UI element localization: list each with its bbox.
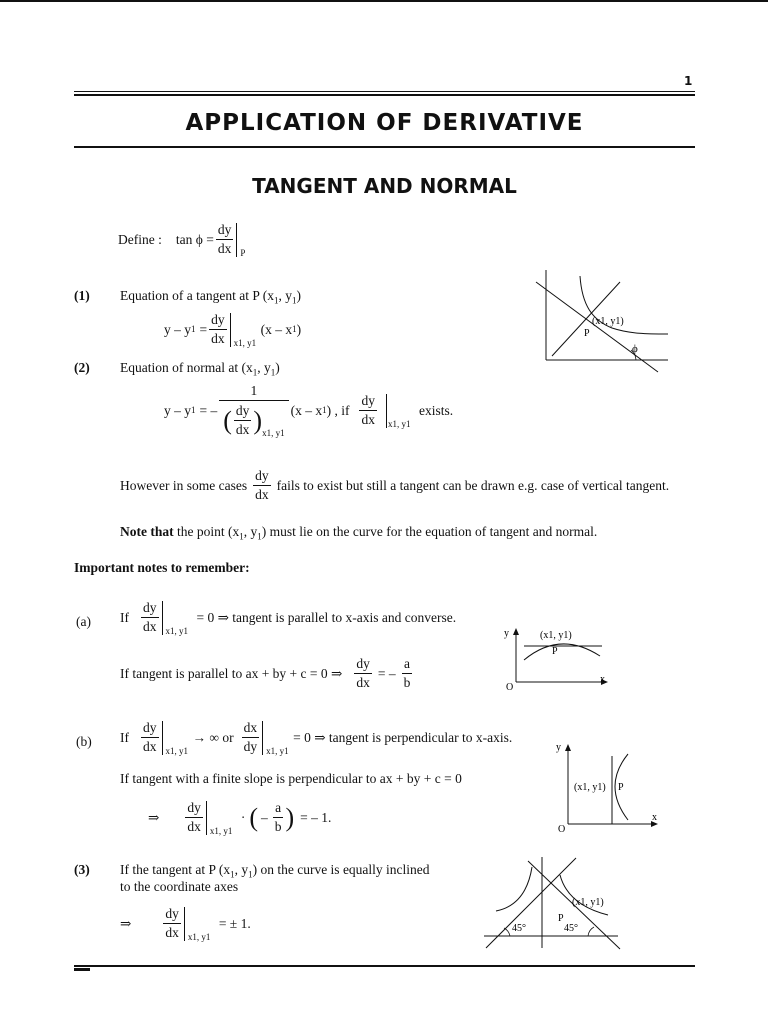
define-fraction [216, 222, 234, 257]
note-a-line1 [120, 600, 456, 635]
normal-cond-end: exists. [418, 402, 454, 418]
item1-text-sub: 1 [273, 295, 279, 306]
item3-label: (3) [74, 862, 90, 877]
item2-text-main: Equation of normal at (x [120, 360, 253, 375]
note-b-paren-left: ( [249, 802, 258, 832]
normal-eval-sub: x1, y1 [262, 427, 285, 438]
fig1-tangent-line [536, 282, 658, 372]
tangent-normal-diagram [530, 270, 670, 375]
note-a-line2-text: If tangent is parallel to ax + by + c = 0 ⇒ [120, 665, 343, 681]
note-mid: , y [243, 524, 258, 539]
item1-label: (1) [74, 288, 90, 303]
note-b-eval-sub3: x1, y1 [209, 825, 233, 836]
note-b-den: dx [143, 739, 157, 755]
item3-text1: If the tangent at P (x [120, 862, 231, 877]
normal-rhs-end: ) , if [326, 402, 350, 418]
tangent-eq: = [199, 321, 208, 337]
note-b-if: If [120, 729, 129, 745]
paren-left: ( [223, 405, 232, 435]
note-a-den3: b [403, 675, 411, 691]
fig1-point-label: (x1, y1) [592, 316, 624, 327]
note-a-num: dy [143, 600, 157, 615]
define-label: Define : [118, 231, 162, 247]
item1-text-mid: , y [278, 288, 292, 303]
note-bold: Note that [120, 524, 174, 539]
item2-text-sub: 1 [252, 367, 258, 378]
normal-cond-num: dy [361, 393, 375, 409]
item2-text [120, 360, 280, 378]
note-line [120, 524, 597, 542]
note-b-paren-right: ) [285, 802, 295, 832]
item2-text-sub2: 1 [270, 367, 276, 378]
note-b-result: = 0 ⇒ tangent is perpendicular to x-axis. [293, 729, 513, 745]
normal-inner-num: dy [235, 403, 250, 419]
tangent-num: dy [211, 312, 225, 327]
page-title: APPLICATION OF DERIVATIVE [185, 110, 584, 136]
note-a-if: If [120, 609, 129, 625]
fig2-point-label: (x1, y1) [540, 630, 572, 641]
item1-text-end: ) [296, 288, 301, 303]
note-post: ) must lie on the curve for the equation of tangent and normal. [261, 524, 598, 539]
note-a-line2 [120, 656, 414, 691]
note-b-eval-sub: x1, y1 [165, 745, 188, 756]
however-num: dy [255, 468, 269, 483]
note-pre: the point (x [177, 524, 240, 539]
note-b-implies: ⇒ [148, 809, 160, 825]
item3-line1 [120, 862, 430, 880]
tangent-equation [164, 312, 301, 347]
fig2-x-label: x [600, 674, 605, 685]
item3-line3 [120, 906, 251, 941]
define-den: dx [217, 241, 232, 257]
item3-eval-bar [184, 907, 219, 941]
normal-cond-fraction [359, 393, 377, 428]
fig4-point-label: (x1, y1) [572, 897, 604, 908]
note-b-line3 [148, 800, 331, 835]
page-number: 1 [684, 74, 693, 88]
normal-rhs-sub: 1 [322, 405, 327, 416]
item3-eval-sub: x1, y1 [187, 931, 211, 942]
fig4-p-label: P [558, 913, 564, 924]
note-b-eval-sub2: x1, y1 [266, 745, 289, 756]
note-b-num4: a [275, 800, 282, 815]
item3-end: = ± 1. [218, 915, 251, 931]
note-b-num3: dy [187, 800, 201, 815]
however-den: dx [255, 487, 269, 503]
normal-inner-fraction [234, 403, 252, 438]
tangent-rhs-sub: 1 [292, 324, 297, 335]
define-eval-sub: P [240, 247, 246, 258]
note-a-den2: dx [356, 675, 370, 691]
tangent-rhs: (x – x [260, 321, 293, 337]
item2-label: (2) [74, 360, 90, 375]
note-b-eval-bar2 [262, 721, 293, 755]
item2-text-end: ) [275, 360, 280, 375]
normal-cond-bracket [380, 394, 411, 429]
note-b-num: dy [143, 720, 157, 735]
normal-fraction [219, 383, 288, 439]
note-a-fraction [141, 600, 159, 635]
fig1-p-label: P [584, 328, 590, 339]
item1-text-sub2: 1 [291, 295, 297, 306]
normal-cond-den: dx [361, 412, 375, 428]
note-a-fraction3 [402, 656, 413, 691]
section-heading: TANGENT AND NORMAL [252, 174, 517, 198]
item2-text-mid: , y [257, 360, 271, 375]
note-a-den: dx [143, 619, 157, 635]
note-a-eval-bar [162, 601, 197, 635]
normal-inner-den: dx [235, 422, 250, 438]
item3-fraction [163, 906, 181, 941]
fig3-y-arrow [565, 744, 571, 751]
bottom-rule-mark [74, 968, 90, 971]
note-b-label: (b) [76, 734, 92, 749]
however-post: fails to exist but still a tangent can be drawn e.g. case of vertical tangent. [276, 477, 670, 493]
fig3-y-label: y [556, 742, 561, 753]
normal-lhs: y – y [164, 402, 191, 418]
note-sub2: 1 [257, 531, 262, 542]
note-a-label: (a) [76, 614, 91, 629]
note-b-fraction3 [185, 800, 203, 835]
tangent-rhs-end: ) [296, 321, 302, 337]
fig1-angle-label: ϕ [632, 343, 638, 355]
note-a-result: = 0 ⇒ tangent is parallel to x-axis and converse. [196, 609, 457, 625]
tangent-fraction [209, 312, 227, 347]
note-a-num3: a [403, 656, 410, 671]
normal-num: 1 [250, 383, 258, 398]
define-num: dy [217, 222, 232, 237]
note-b-mid: → ∞ or [192, 729, 234, 745]
fig3-x-label: x [652, 812, 657, 823]
item3-implies: ⇒ [120, 915, 132, 931]
note-b-eval-bar3 [206, 801, 237, 835]
top-edge-rule [0, 0, 768, 2]
fig3-p-label: P [618, 782, 624, 793]
fig4-right-angle-arc [588, 927, 594, 936]
note-b-fraction [141, 720, 159, 755]
however-fraction [253, 468, 271, 503]
item3-num: dy [165, 906, 179, 921]
normal-lhs-sub: 1 [191, 405, 196, 416]
note-b-den2: dy [243, 739, 258, 755]
note-b-minus: – [260, 809, 268, 825]
fig2-p-label: P [552, 646, 558, 657]
tangent-eval-sub: x1, y1 [233, 337, 257, 348]
title-rule-top [74, 91, 695, 92]
note-a-eval-sub: x1, y1 [165, 625, 188, 636]
normal-eq: = – [199, 402, 218, 418]
note-b-line1 [120, 720, 512, 755]
fig4-left-curve [496, 867, 532, 911]
item3-sub1: 1 [230, 869, 235, 880]
tangent-lhs: y – y [164, 321, 191, 337]
note-b-eval-bar [162, 721, 193, 755]
define-lhs: tan ϕ = [175, 231, 214, 247]
normal-rhs: (x – x [290, 402, 323, 418]
note-a-num2: dy [356, 656, 370, 671]
fig4-angle1-label: 45° [512, 923, 526, 934]
define-line [118, 222, 251, 257]
normal-cond-sub: x1, y1 [387, 418, 411, 429]
item3-sub2: 1 [248, 869, 253, 880]
fig4-angle2-label: 45° [564, 923, 578, 934]
equally-inclined-diagram [484, 855, 634, 950]
fig3-o-label: O [558, 824, 566, 834]
vertical-tangent-diagram [550, 738, 670, 834]
note-b-den4: b [274, 819, 282, 835]
note-b-num2: dx [243, 720, 258, 735]
important-heading: Important notes to remember: [74, 560, 250, 575]
however-pre: However in some cases [120, 477, 248, 493]
normal-equation [164, 383, 453, 439]
tangent-den: dx [211, 331, 225, 347]
item1-text [120, 288, 301, 306]
tangent-eval-bar [230, 313, 261, 347]
define-eval-bar [236, 223, 251, 257]
normal-den [219, 400, 288, 438]
item3-line2: to the coordinate axes [120, 879, 239, 894]
note-b-end: = – 1. [300, 809, 332, 825]
fig2-o-label: O [506, 682, 514, 693]
fig2-y-label: y [504, 628, 509, 639]
note-a-fraction2 [354, 656, 372, 691]
item3-post1: ) on the curve is equally inclined [252, 862, 430, 877]
title-rule-top-2 [74, 94, 695, 96]
note-b-dot: · [240, 809, 246, 825]
note-b-den3: dx [187, 819, 201, 835]
note-b-fraction2 [242, 720, 260, 755]
note-b-fraction4 [273, 800, 284, 835]
fig3-point-label: (x1, y1) [574, 782, 606, 793]
note-a-eq2: = – [377, 665, 396, 681]
paren-right: ) [253, 405, 263, 435]
tangent-lhs-sub: 1 [191, 324, 196, 335]
item1-text-main: Equation of a tangent at P (x [120, 288, 274, 303]
however-line [120, 468, 669, 503]
item3-den: dx [165, 925, 179, 941]
horizontal-tangent-diagram [500, 624, 612, 694]
item3-mid1: , y [234, 862, 249, 877]
note-b-line2: If tangent with a finite slope is perpendicular to ax + by + c = 0 [120, 771, 462, 786]
bottom-rule [74, 965, 695, 967]
fig4-right-curve [560, 875, 608, 915]
note-sub1: 1 [239, 531, 244, 542]
title-rule-bottom [74, 146, 695, 148]
fig2-y-arrow [513, 628, 519, 635]
